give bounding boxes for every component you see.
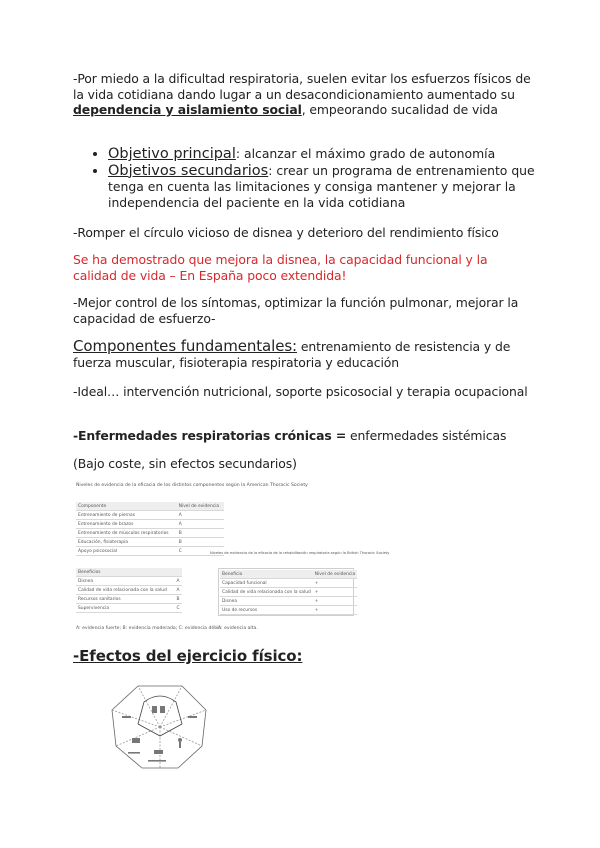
table-row <box>76 538 224 547</box>
intro-paragraph <box>73 71 533 118</box>
table-cell: Educación, fisioterapia <box>76 538 177 547</box>
table-cell: Recursos sanitarios <box>76 595 174 604</box>
table-row <box>76 577 182 586</box>
figure-caption-right: Niveles de evidencia de la eficacia de la rehabilitación respiratoria según la British Thoracic Society <box>210 551 390 555</box>
table-cell: A <box>177 511 224 520</box>
objective-secondary-title: Objetivos secundarios <box>108 162 269 179</box>
table-header: Componente <box>76 502 177 511</box>
table-cell: A <box>174 586 182 595</box>
evidence-table-british <box>220 570 357 615</box>
lungs-icon <box>160 706 165 713</box>
table-row <box>76 586 182 595</box>
intro-text-before: -Por miedo a la dificultad respiratoria, suelen evitar los esfuerzos físicos de la vida cotidiana dando lugar a un desacondicionamiento aumentado su <box>73 71 531 102</box>
intro-emphasis: dependencia y aislamiento social <box>73 102 302 118</box>
label-mark <box>188 716 197 718</box>
table-cell: + <box>313 597 357 606</box>
objectives-list <box>88 146 548 210</box>
figure-footnote-right: A: evidencia alta. <box>218 626 258 631</box>
objective-main-text: : alcanzar el máximo grado de autonomía <box>235 146 496 161</box>
heart-icon <box>132 738 140 743</box>
label-mark <box>128 752 140 754</box>
chronic-bold: -Enfermedades respiratorias crónicas = <box>73 428 347 443</box>
table-cell: Supervivencia <box>76 604 174 613</box>
table-row <box>76 520 224 529</box>
table-header: Beneficios <box>76 568 174 577</box>
table-cell: Uso de recursos <box>220 606 313 615</box>
objective-main-title: Objetivo principal <box>108 146 236 162</box>
objective-item-secondary <box>108 163 548 211</box>
evidence-table-benefits <box>76 568 182 613</box>
table-row <box>220 606 357 615</box>
label-mark <box>148 760 166 762</box>
table-cell: C <box>174 604 182 613</box>
diagram-center-shape <box>138 696 182 736</box>
chronic-text: enfermedades sistémicas <box>346 428 507 443</box>
person-icon <box>179 742 181 748</box>
components-text: entrenamiento de resistencia y de fuerza muscular, fisioterapia respiratoria y educación <box>73 339 511 370</box>
table-header: Beneficio <box>220 570 313 579</box>
table-cell: Entrenamiento de brazos <box>76 520 177 529</box>
figure-footnote-left: A: evidencia fuerte; B: evidencia moderada; C: evidencia débil. <box>76 626 222 631</box>
table-row <box>220 579 357 588</box>
table-cell: Disnea <box>76 577 174 586</box>
table-cell: Calidad de vida relacionada con la salud <box>76 586 174 595</box>
table-cell: A <box>177 520 224 529</box>
label-mark <box>122 716 131 718</box>
objective-item-main <box>108 146 548 163</box>
table-row <box>76 511 224 520</box>
person-icon <box>178 738 182 742</box>
intro-text-after: , empeorando sucalidad de vida <box>301 102 498 118</box>
table-cell: + <box>313 588 357 597</box>
table-cell: + <box>313 606 357 615</box>
table-row <box>220 588 357 597</box>
table-row <box>76 547 224 556</box>
lungs-icon <box>152 706 157 713</box>
exercise-effects-diagram <box>108 680 212 774</box>
table-row <box>220 597 357 606</box>
muscle-icon <box>154 750 163 754</box>
chronic-paragraph <box>73 428 533 444</box>
table-row <box>76 604 182 613</box>
table-cell: Disnea <box>220 597 313 606</box>
effects-heading: -Efectos del ejercicio físico: <box>73 647 303 665</box>
table-header: Nivel de evidencia <box>314 571 356 577</box>
table-row <box>76 529 224 538</box>
components-paragraph <box>73 339 533 370</box>
table-cell: A <box>174 577 182 586</box>
table-cell: C <box>177 547 224 556</box>
table-cell: Capacidad funcional <box>220 579 313 588</box>
break-cycle-paragraph: -Romper el círculo vicioso de disnea y deterioro del rendimiento físico <box>73 225 499 240</box>
objective-secondary-text: : crear un programa de entrenamiento que tenga en cuenta las limitaciones y consiga mantener y mejorar la independencia del paciente en la vida cotidiana <box>108 162 535 210</box>
table-cell: + <box>313 579 357 588</box>
table-cell: B <box>177 529 224 538</box>
low-cost-paragraph: (Bajo coste, sin efectos secundarios) <box>73 456 297 471</box>
figure-caption-top: Niveles de evidencia de la eficacia de los distintos componentes según la American Thoracic Society <box>76 483 308 488</box>
table-cell: B <box>174 595 182 604</box>
better-control-paragraph: -Mejor control de los síntomas, optimizar la función pulmonar, mejorar la capacidad de esfuerzo- <box>73 295 519 326</box>
components-title: Componentes fundamentales: <box>73 337 297 355</box>
table-cell: Calidad de vida relacionada con la salud <box>222 589 311 595</box>
table-header <box>174 568 182 577</box>
table-cell: B <box>177 538 224 547</box>
table-cell: Apoyo psicosocial <box>76 547 177 556</box>
table-header: Nivel de evidencia <box>177 502 224 511</box>
table-cell: Entrenamiento de músculos respiratorios <box>76 529 177 538</box>
evidence-table-components <box>76 502 224 556</box>
table-cell: Entrenamiento de piernas <box>76 511 177 520</box>
table-row <box>76 595 182 604</box>
red-note-paragraph: Se ha demostrado que mejora la disnea, la capacidad funcional y la calidad de vida – En España poco extendida! <box>73 252 488 283</box>
ideal-paragraph: -Ideal… intervención nutricional, soporte psicosocial y terapia ocupacional <box>73 384 528 399</box>
